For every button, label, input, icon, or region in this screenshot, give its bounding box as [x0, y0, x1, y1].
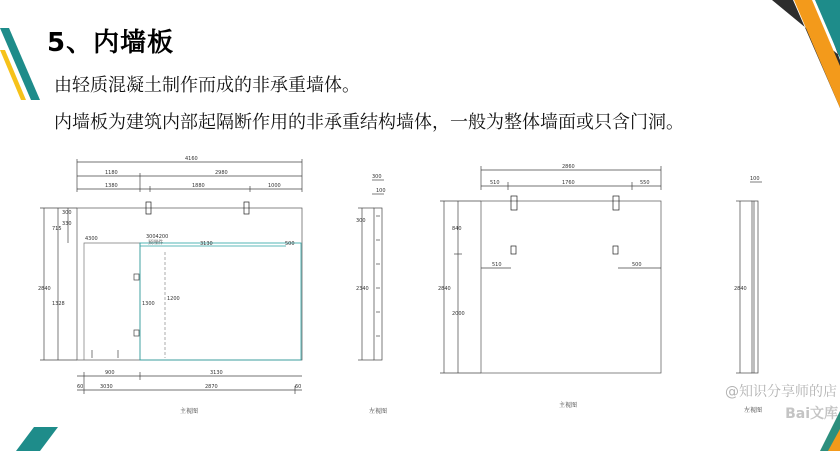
p1-caption: 主视图 — [180, 408, 199, 415]
p2-inner-b: 500 — [632, 262, 642, 268]
p2-dim-total: 2860 — [562, 164, 575, 170]
p1-left-d: 1300 — [142, 301, 155, 307]
s1-dim-a: 300 — [372, 174, 382, 180]
side1-view — [358, 180, 384, 360]
description-line-2: 内墙板为建筑内部起隔断作用的非承重结构墙体，一般为整体墙面或只含门洞。 — [54, 112, 684, 133]
p2-dim-c: 550 — [640, 180, 650, 186]
s1-caption: 左视图 — [369, 408, 388, 415]
watermark-logo: Bai文库 — [785, 406, 838, 422]
p1-dim-total: 4160 — [185, 156, 198, 162]
p1-left-b: 1328 — [52, 301, 65, 307]
p1-inner-1: 3130 — [200, 241, 213, 247]
s2-dim-b: 2840 — [734, 286, 747, 292]
p1-left-e: 300 — [62, 210, 72, 216]
top-right-decoration — [760, 0, 840, 110]
p1-bottom-b: 3130 — [210, 370, 223, 376]
p2-inner-a: 510 — [492, 262, 502, 268]
p2-left-total: 2840 — [438, 286, 451, 292]
p1-left-c: 330 — [62, 221, 72, 227]
p2-left-b: 2000 — [452, 311, 465, 317]
s1-dim-b: 100 — [376, 188, 386, 194]
p1-left-a: 715 — [52, 226, 62, 232]
p1-inner-2: 500 — [285, 241, 295, 247]
panel1-main-view — [40, 159, 302, 394]
p1-left-total: 2840 — [38, 286, 51, 292]
p1-dim-a: 1180 — [105, 170, 118, 176]
p2-left-a: 840 — [452, 226, 462, 232]
s2-dim-a: 100 — [750, 176, 760, 182]
side2-view — [736, 182, 762, 373]
panel-drawings — [0, 150, 840, 430]
p1-bottom-a: 900 — [105, 370, 115, 376]
p1-bottom-e: 60 — [77, 384, 84, 390]
p1-bottom-c: 3030 — [100, 384, 113, 390]
p1-bottom-f: 60 — [295, 384, 302, 390]
p1-note-1: 3004200 — [146, 234, 169, 240]
p2-dim-b: 1760 — [562, 180, 575, 186]
p1-note-2: 预埋件 — [148, 240, 164, 246]
watermark-text: @知识分享师的店 — [725, 384, 837, 400]
panel2-main-view — [440, 166, 661, 373]
p1-dim-b: 2980 — [215, 170, 228, 176]
p1-inner-3: 4300 — [85, 236, 98, 242]
p1-bottom-d: 2870 — [205, 384, 218, 390]
s2-caption: 左视图 — [744, 407, 763, 414]
s1-dim-d: 2340 — [356, 286, 369, 292]
p1-dim-d: 1880 — [192, 183, 205, 189]
p1-dim-e: 1000 — [268, 183, 281, 189]
p2-dim-a: 510 — [490, 180, 500, 186]
top-left-decoration — [0, 0, 40, 110]
slide-title: 5、内墙板 — [47, 28, 175, 58]
p1-dim-c: 1380 — [105, 183, 118, 189]
p2-caption: 主视图 — [559, 402, 578, 409]
s1-dim-c: 300 — [356, 218, 366, 224]
description-line-1: 由轻质混凝土制作而成的非承重墙体。 — [54, 75, 360, 96]
p1-inner-4: 1200 — [167, 296, 180, 302]
